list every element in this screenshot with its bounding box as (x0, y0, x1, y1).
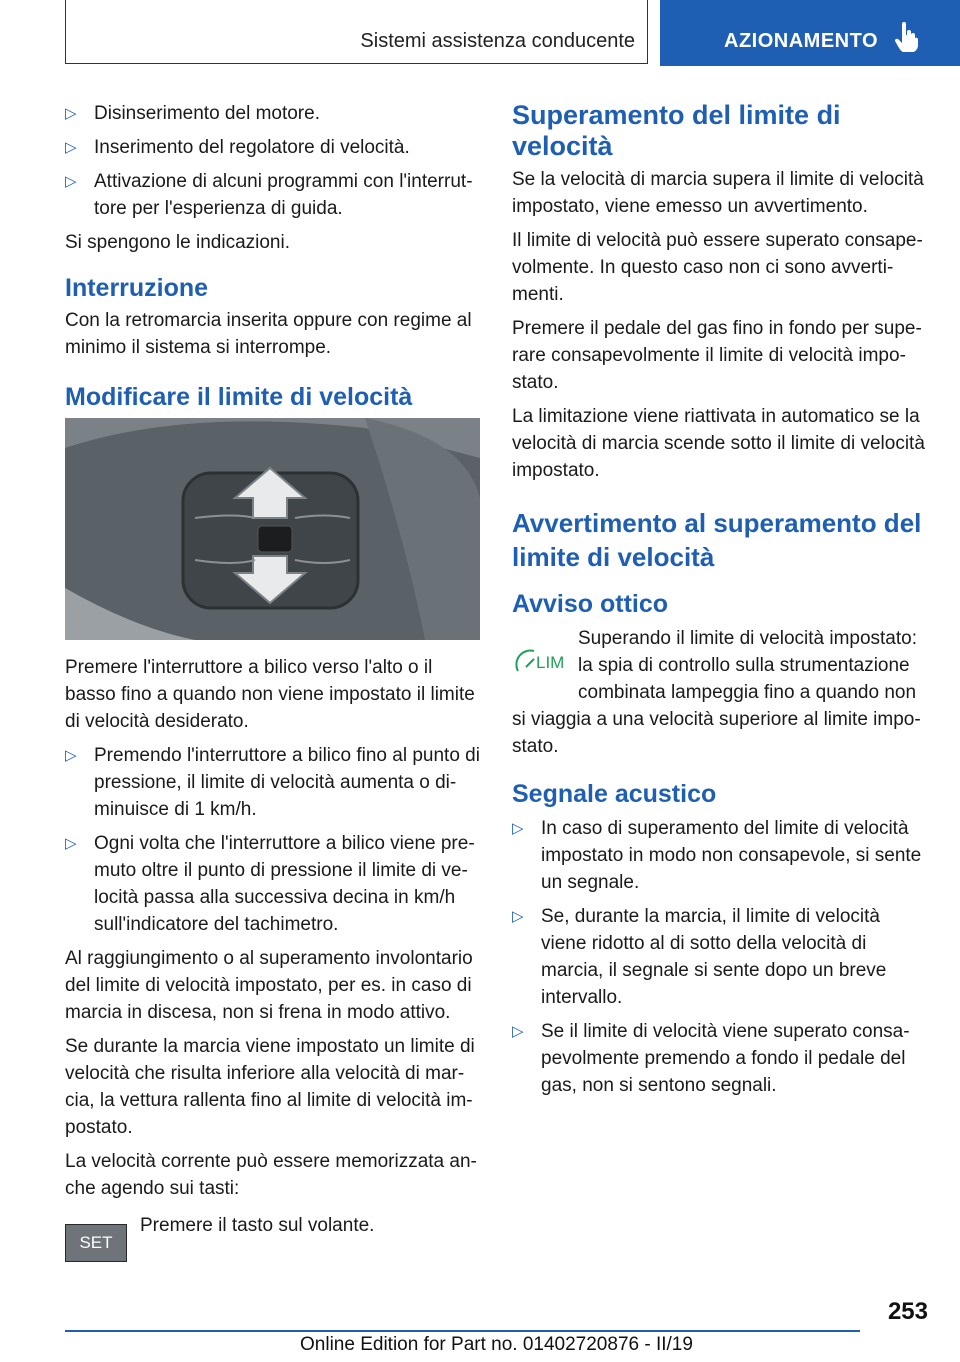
footer-divider (65, 1330, 860, 1332)
set-key-row (65, 1212, 480, 1252)
right-column (512, 100, 927, 1106)
heading-avviso-ottico: Avviso ottico (512, 590, 669, 618)
bullet-triangle-icon: ▷ (65, 835, 77, 852)
bullet-triangle-icon: ▷ (512, 1023, 524, 1040)
page-number: 253 (887, 1298, 928, 1325)
hand-pointer-icon (895, 22, 919, 52)
header-chapter-title: AZIONAMENTO (724, 30, 879, 52)
heading-avvertimento: Avvertimento al superamento del limite di velocità (512, 508, 922, 572)
bullet-triangle-icon: ▷ (512, 820, 524, 837)
heading-segnale: Segnale acustico (512, 780, 717, 808)
paragraph: Premere l'interruttore a bilico verso l'alto o il basso fino a quando non viene impostato il limite di velocità desiderato. (65, 657, 475, 732)
paragraph: Con la retromarcia inserita oppure con regime al minimo il sistema si interrompe. (65, 310, 472, 358)
steering-wheel-buttons-photo (65, 418, 480, 640)
list-item: ▷ Disinserimento del motore. (65, 100, 480, 127)
paragraph: Al raggiungimento o al superamento involontario del limite di velocità impostato, per es. in caso di marcia in discesa, non si frena in modo attivo. (65, 948, 473, 1023)
list-item: ▷ Inserimento del regolatore di velocità. (65, 134, 480, 161)
steering-wheel-illustration (65, 418, 480, 640)
lim-warning-block (512, 625, 927, 760)
paragraph: Premere il tasto sul volante. (140, 1215, 375, 1236)
set-key-icon: SET (65, 1224, 127, 1262)
heading-superamento: Superamento del limite di velocità (512, 100, 841, 161)
footer-edition-text: Online Edition for Part no. 01402720876 - II/19 (300, 1334, 693, 1355)
list-item: ▷ Se il limite di velocità viene superato consapevolmente premendo a fondo il pedale del gas, non si sentono segnali. (512, 1018, 927, 1099)
heading-interruzione: Interruzione (65, 274, 209, 302)
left-column (65, 100, 480, 1252)
list-item: ▷ Attivazione di alcuni programmi con l'interruttore per l'esperienza di guida. (65, 168, 480, 222)
header-section-box (65, 0, 648, 64)
list-item: ▷ Se, durante la marcia, il limite di velocità viene ridotto al di sotto della velocità di marcia, il segnale si sente dopo un breve intervallo. (512, 903, 927, 1011)
bullet-triangle-icon: ▷ (512, 908, 524, 925)
list-item: ▷ In caso di superamento del limite di velocità impostato in modo non consapevole, si sente un segnale. (512, 815, 927, 896)
lim-label: LIM (536, 653, 565, 672)
list-item: ▷ Ogni volta che l'interruttore a bilico viene premuto oltre il punto di pressione il limite di velocità passa alla successiva decina in km/h sull'indicatore del tachimetro. (65, 830, 480, 938)
header-chapter-tab[interactable] (660, 0, 960, 66)
paragraph: La velocità corrente può essere memorizzata anche agendo sui tasti: (65, 1151, 477, 1199)
bullet-triangle-icon: ▷ (65, 173, 77, 190)
bullet-triangle-icon: ▷ (65, 747, 77, 764)
paragraph: Il limite di velocità può essere superato consapevolmente. In questo caso non ci sono avvertimenti. (512, 230, 923, 305)
bullet-triangle-icon: ▷ (65, 105, 77, 122)
list-item: ▷ Premendo l'interruttore a bilico fino al punto di pressione, il limite di velocità aumenta o diminuisce di 1 km/h. (65, 742, 480, 823)
bullet-triangle-icon: ▷ (65, 139, 77, 156)
paragraph: Superando il limite di velocità impostato: la spia di controllo sulla strumentazione combinata lampeggia fino a quando non si viaggia a una velocità superiore al limite impostato. (512, 625, 927, 760)
paragraph: Premere il pedale del gas fino in fondo per superare consapevolmente il limite di velocità impostato. (512, 318, 922, 393)
paragraph: Si spengono le indicazioni. (65, 232, 290, 253)
paragraph: Se durante la marcia viene impostato un limite di velocità che risulta inferiore alla velocità di marcia, la vettura rallenta fino al limite di velocità impostato. (65, 1036, 475, 1138)
paragraph: La limitazione viene riattivata in automatico se la velocità di marcia scende sotto il limite di velocità impostato. (512, 406, 925, 481)
header-section-title: Sistemi assistenza conducente (360, 30, 635, 52)
paragraph: Se la velocità di marcia supera il limite di velocità impostato, viene emesso un avvertimento. (512, 169, 924, 217)
heading-modificare: Modificare il limite di velocità (65, 383, 413, 411)
lim-indicator-icon (514, 645, 570, 675)
